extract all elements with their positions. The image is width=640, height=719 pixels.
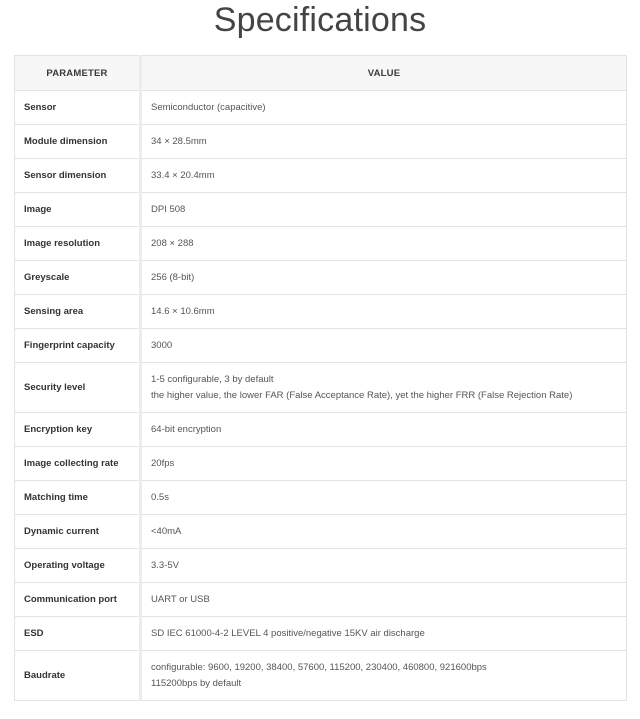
parameter-cell: Image <box>15 193 141 227</box>
value-text: 208 × 288 <box>151 237 194 249</box>
parameter-cell: Encryption key <box>15 413 141 447</box>
parameter-cell: Operating voltage <box>15 549 141 583</box>
value-cell <box>141 295 627 329</box>
table-header-row <box>15 56 627 91</box>
value-cell <box>141 193 627 227</box>
value-text: configurable: 9600, 19200, 38400, 57600, 115200, 230400, 460800, 921600bps <box>151 661 487 673</box>
parameter-cell: Matching time <box>15 481 141 515</box>
table-row <box>15 481 627 515</box>
value-text: Semiconductor (capacitive) <box>151 101 266 113</box>
table-row <box>15 261 627 295</box>
value-text: DPI 508 <box>151 203 186 215</box>
table-row <box>15 413 627 447</box>
value-text: 0.5s <box>151 491 169 503</box>
value-cell <box>141 363 627 413</box>
value-text: 34 × 28.5mm <box>151 135 207 147</box>
value-text: 115200bps by default <box>151 677 242 689</box>
table-row <box>15 295 627 329</box>
value-text: <40mA <box>151 525 182 537</box>
table-row <box>15 549 627 583</box>
parameter-cell: Fingerprint capacity <box>15 329 141 363</box>
table-row <box>15 193 627 227</box>
value-text: 3.3-5V <box>151 559 179 571</box>
value-text: 64-bit encryption <box>151 423 222 435</box>
parameter-cell: ESD <box>15 617 141 651</box>
page-title: Specifications <box>213 1 427 39</box>
table-row <box>15 329 627 363</box>
value-text: UART or USB <box>151 593 210 605</box>
table-row <box>15 363 627 413</box>
value-text: 256 (8-bit) <box>151 271 195 283</box>
table-row <box>15 227 627 261</box>
value-cell <box>141 515 627 549</box>
value-text: the higher value, the lower FAR (False Acceptance Rate), yet the higher FRR (False Rejection Rate) <box>151 389 573 401</box>
table-row <box>15 515 627 549</box>
value-text: 1-5 configurable, 3 by default <box>151 373 274 385</box>
table-row <box>15 447 627 481</box>
value-cell <box>141 617 627 651</box>
value-cell <box>141 447 627 481</box>
value-cell <box>141 583 627 617</box>
value-text: SD IEC 61000-4-2 LEVEL 4 positive/negative 15KV air discharge <box>151 627 425 639</box>
table-row <box>15 125 627 159</box>
column-header-parameter: PARAMETER <box>15 56 141 91</box>
specifications-table <box>14 55 627 701</box>
value-cell <box>141 261 627 295</box>
value-cell <box>141 481 627 515</box>
value-cell <box>141 549 627 583</box>
value-cell <box>141 125 627 159</box>
value-text: 20fps <box>151 457 175 469</box>
parameter-cell: Sensor <box>15 91 141 125</box>
value-cell <box>141 651 627 701</box>
parameter-cell: Dynamic current <box>15 515 141 549</box>
table-row <box>15 617 627 651</box>
parameter-cell: Greyscale <box>15 261 141 295</box>
column-header-value: VALUE <box>141 56 627 91</box>
parameter-cell: Image resolution <box>15 227 141 261</box>
parameter-cell: Sensing area <box>15 295 141 329</box>
table-row <box>15 651 627 701</box>
value-cell <box>141 413 627 447</box>
parameter-cell: Baudrate <box>15 651 141 701</box>
parameter-cell: Image collecting rate <box>15 447 141 481</box>
value-cell <box>141 91 627 125</box>
parameter-cell: Communication port <box>15 583 141 617</box>
value-cell <box>141 329 627 363</box>
value-text: 33.4 × 20.4mm <box>151 169 215 181</box>
value-text: 3000 <box>151 339 173 351</box>
parameter-cell: Security level <box>15 363 141 413</box>
parameter-cell: Module dimension <box>15 125 141 159</box>
value-cell <box>141 159 627 193</box>
table-row <box>15 583 627 617</box>
value-text: 14.6 × 10.6mm <box>151 305 215 317</box>
table-row <box>15 91 627 125</box>
parameter-cell: Sensor dimension <box>15 159 141 193</box>
table-body <box>15 91 627 701</box>
value-cell <box>141 227 627 261</box>
table-row <box>15 159 627 193</box>
